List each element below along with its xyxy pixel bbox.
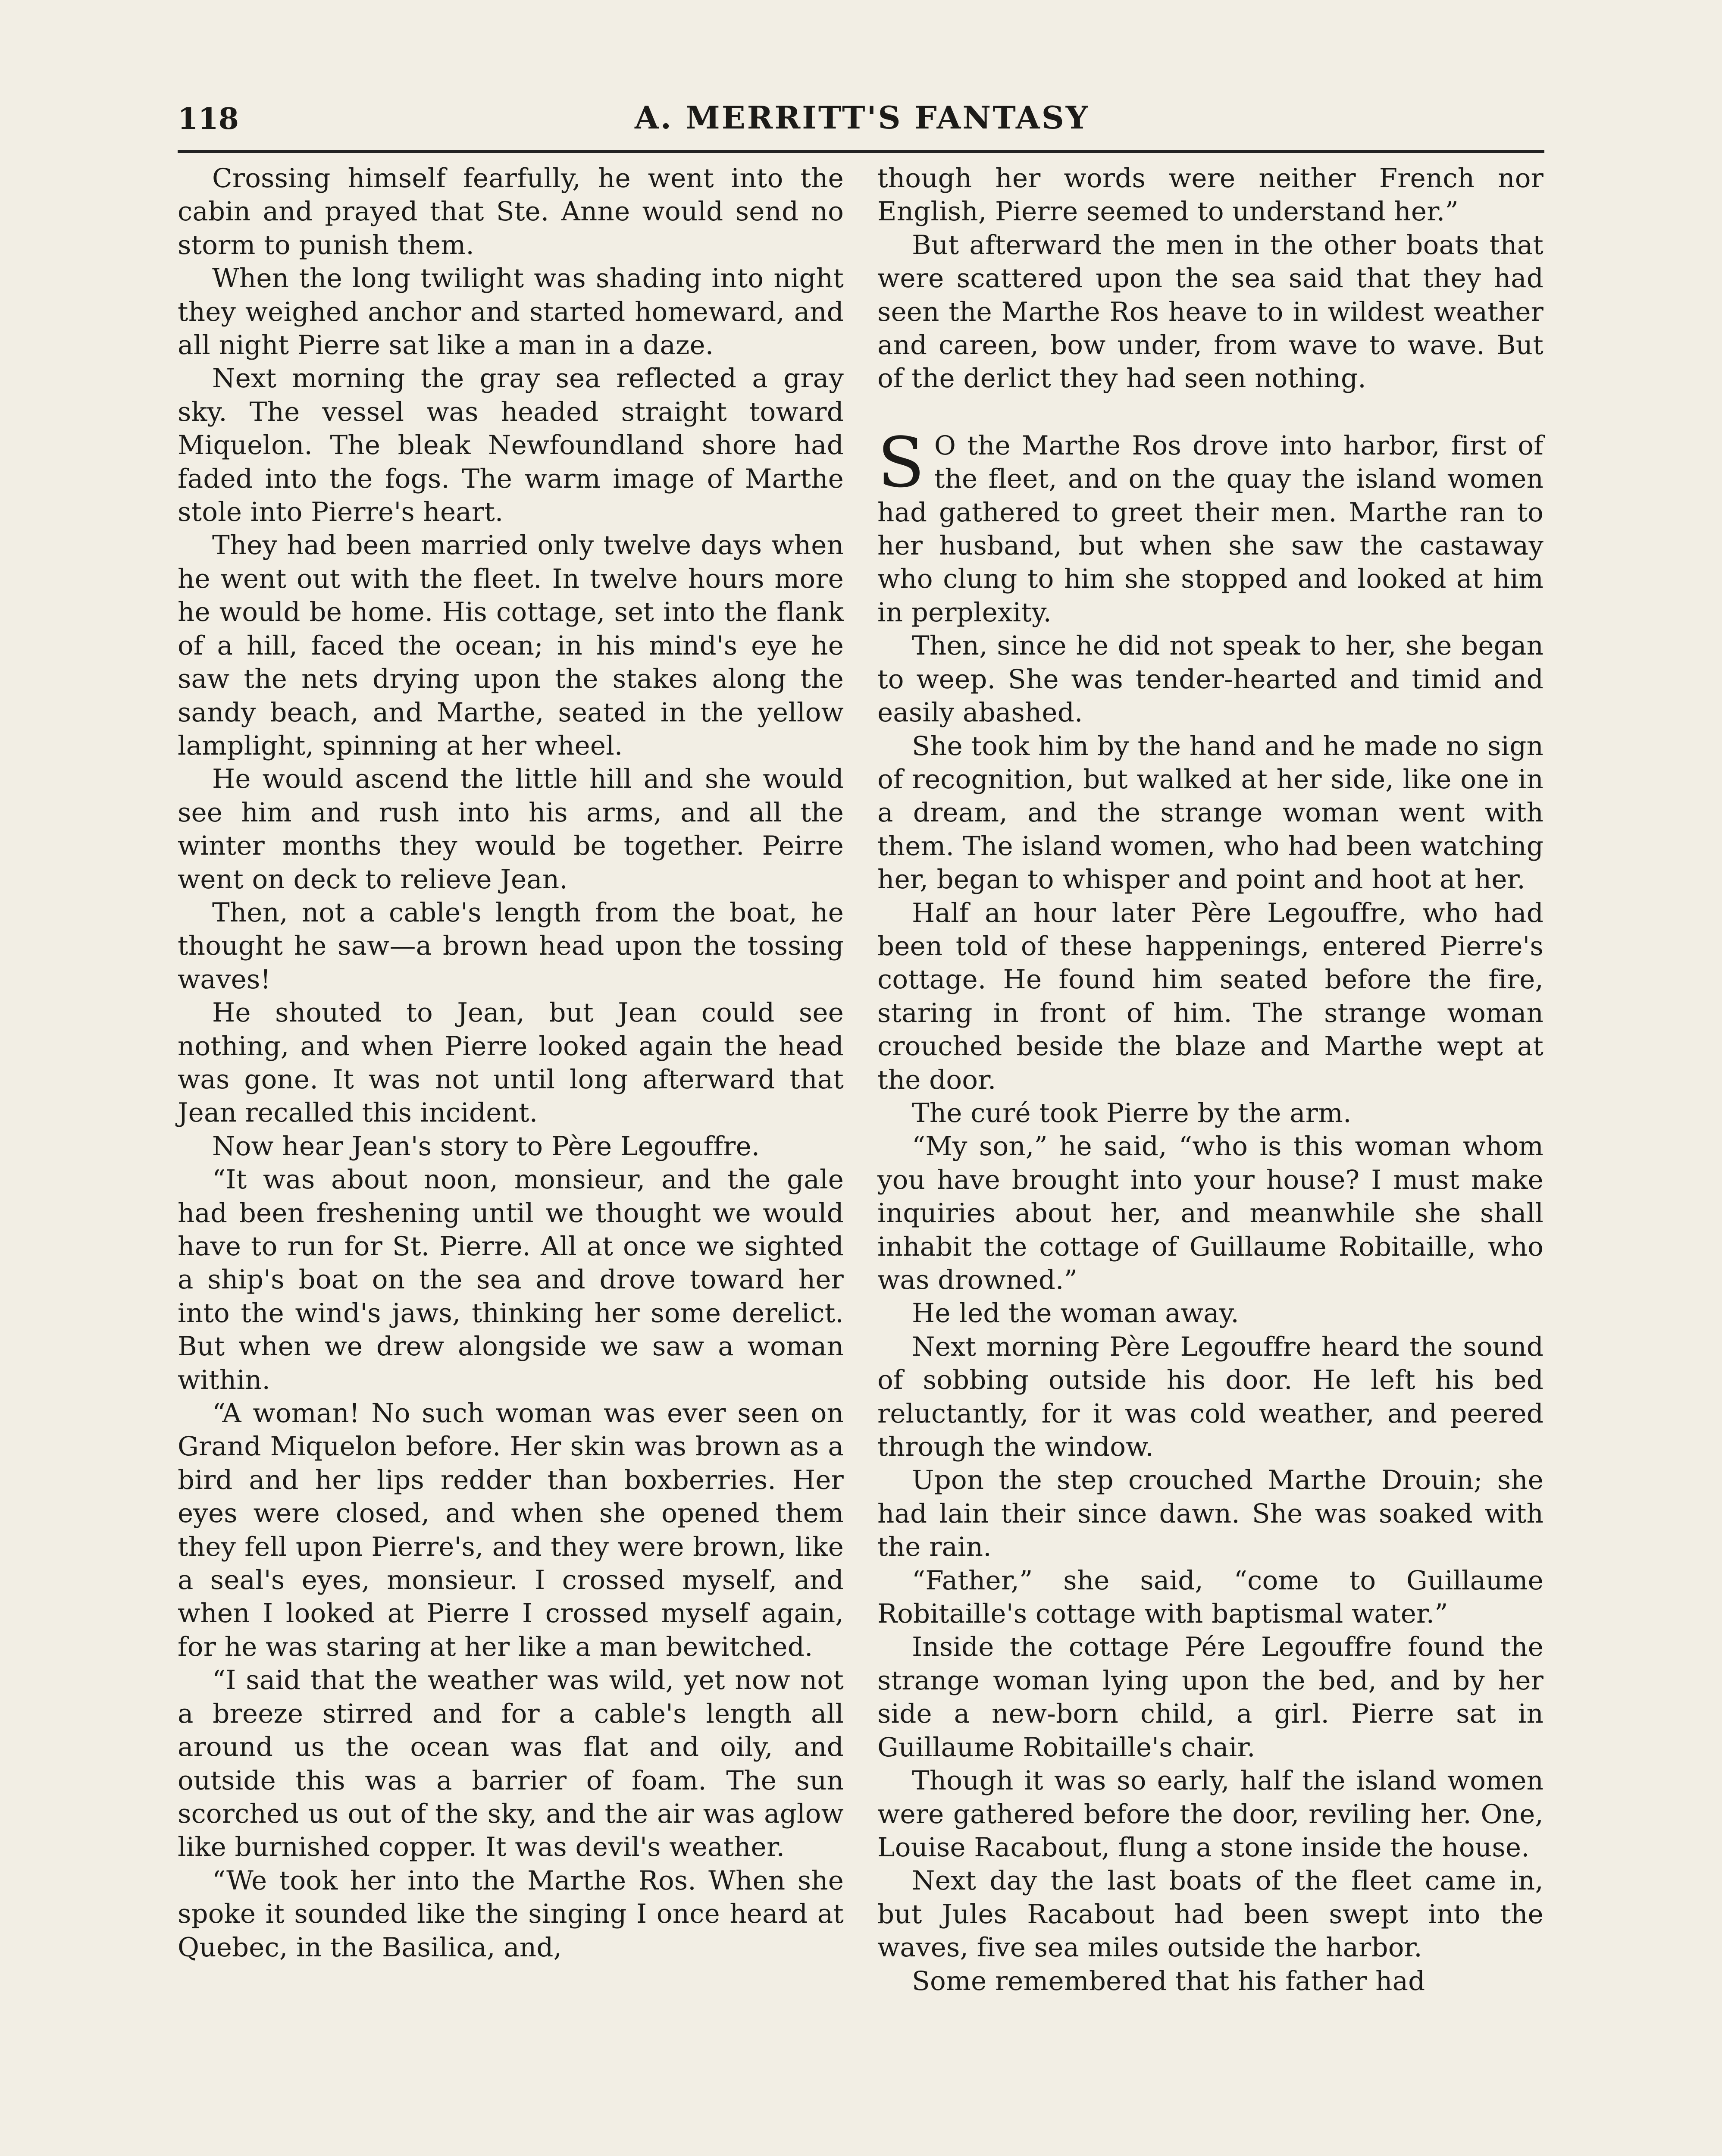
paragraph: Inside the cottage Pére Legouffre found the strange woman lying upon the bed, and by her side a new-born child, a girl. Pierre sat in Guillaume Robitaille's chair. — [877, 1632, 1544, 1763]
paragraph: “I said that the weather was wild, yet now not a breeze stirred and for a cable's length all around us the ocean was flat and oily, and outside this was a barrier of foam. The sun scorched us out of the sky, and the air was aglow like burnished copper. It was devil's weather. — [178, 1665, 844, 1863]
section-opening-paragraph — [877, 422, 1544, 629]
paragraph: Half an hour later Père Legouffre, who had been told of these happenings, entered Pierre's cottage. He found him seated before the fire, staring in front of him. The strange woman crouched beside the blaze and Marthe wept at the door. — [877, 897, 1544, 1095]
paragraph: Some remembered that his father had — [912, 1965, 1425, 1996]
paragraph: Then, not a cable's length from the boat, he thought he saw—a brown head upon the tossing waves! — [178, 897, 844, 995]
left-column — [178, 162, 844, 1964]
paragraph: Next morning the gray sea reflected a gray sky. The vessel was headed straight toward Miquelon. The bleak Newfoundland shore had faded into the fogs. The warm image of Marthe stole into Pierre's heart. — [178, 363, 844, 528]
paragraph: “My son,” he said, “who is this woman whom you have brought into your house? I must make inquiries about her, and meanwhile she shall inhabit the cottage of Guillaume Robitaille, who was drowned.” — [877, 1131, 1544, 1295]
paragraph: He led the woman away. — [912, 1298, 1239, 1329]
paragraph: He would ascend the little hill and she would see him and rush into his arms, and all the winter months they would be together. Peirre went on deck to relieve Jean. — [178, 764, 844, 895]
paragraph-text: O the Marthe Ros drove into harbor, first of the fleet, and on the quay the island women had gathered to greet their men. Marthe ran to her husband, but when she saw the castaway who clung to him she stopped and looked at him in perplexity. — [877, 430, 1544, 628]
paragraph: He shouted to Jean, but Jean could see nothing, and when Pierre looked again the head was gone. It was not until long afterward that Jean recalled this incident. — [178, 997, 844, 1128]
right-column — [877, 162, 1544, 1998]
paragraph: Upon the step crouched Marthe Drouin; she had lain their since dawn. She was soaked with the rain. — [877, 1465, 1544, 1563]
paragraph: Crossing himself fearfully, he went into the cabin and prayed that Ste. Anne would send no storm to punish them. — [178, 163, 844, 260]
paragraph: Next day the last boats of the fleet came in, but Jules Racabout had been swept into the waves, five sea miles outside the harbor. — [877, 1865, 1544, 1963]
paragraph: Now hear Jean's story to Père Legouffre. — [212, 1131, 760, 1162]
paragraph: Then, since he did not speak to her, she began to weep. She was tender-hearted and timid and easily abashed. — [877, 630, 1544, 728]
paragraph: But afterward the men in the other boats that were scattered upon the sea said that they had seen the Marthe Ros heave to in wildest weather and careen, bow under, from wave to wave. But of the derlict they had seen nothing. — [877, 229, 1544, 394]
running-title: A. MERRITT'S FANTASY — [635, 99, 1090, 136]
paragraph: “It was about noon, monsieur, and the gale had been freshening until we thought we would have to run for St. Pierre. All at once we sighted a ship's boat on the sea and drove toward her into the wind's jaws, thinking her some derelict. But when we drew alongside we saw a woman within. — [178, 1164, 844, 1395]
paragraph: They had been married only twelve days when he went out with the fleet. In twelve hours more he would be home. His cottage, set into the flank of a hill, faced the ocean; in his mind's eye he saw the nets drying upon the stakes along the sandy beach, and Marthe, seated in the yellow lamplight, spinning at her wheel. — [178, 530, 844, 761]
page-number: 118 — [178, 102, 239, 136]
paragraph: Next morning Père Legouffre heard the sound of sobbing outside his door. He left his bed reluctantly, for it was cold weather, and peered through the window. — [877, 1331, 1544, 1463]
paragraph: “We took her into the Marthe Ros. When she spoke it sounded like the singing I once heard at Quebec, in the Basilica, and, — [178, 1865, 844, 1963]
header-rule — [178, 150, 1544, 153]
drop-cap: S — [877, 422, 925, 503]
paragraph: “Father,” she said, “come to Guillaume Robitaille's cottage with baptismal water.” — [877, 1565, 1544, 1630]
paragraph: The curé took Pierre by the arm. — [912, 1097, 1352, 1128]
paragraph: When the long twilight was shading into night they weighed anchor and started homeward, and all night Pierre sat like a man in a daze. — [178, 263, 844, 361]
paragraph: “A woman! No such woman was ever seen on Grand Miquelon before. Her skin was brown as a bird and her lips redder than boxberries. Her eyes were closed, and when she opened them they fell upon Pierre's, and they were brown, like a seal's eyes, monsieur. I crossed myself, and when I looked at Pierre I crossed myself again, for he was staring at her like a man bewitched. — [178, 1398, 844, 1662]
paragraph: though her words were neither French nor English, Pierre seemed to understand her.” — [877, 163, 1544, 227]
paragraph: Though it was so early, half the island women were gathered before the door, reviling her. One, Louise Racabout, flung a stone inside the house. — [877, 1765, 1544, 1863]
page-header — [178, 98, 1544, 150]
paragraph: She took him by the hand and he made no sign of recognition, but walked at her side, like one in a dream, and the strange woman went with them. The island women, who had been watching her, began to whisper and point and hoot at her. — [877, 730, 1544, 895]
